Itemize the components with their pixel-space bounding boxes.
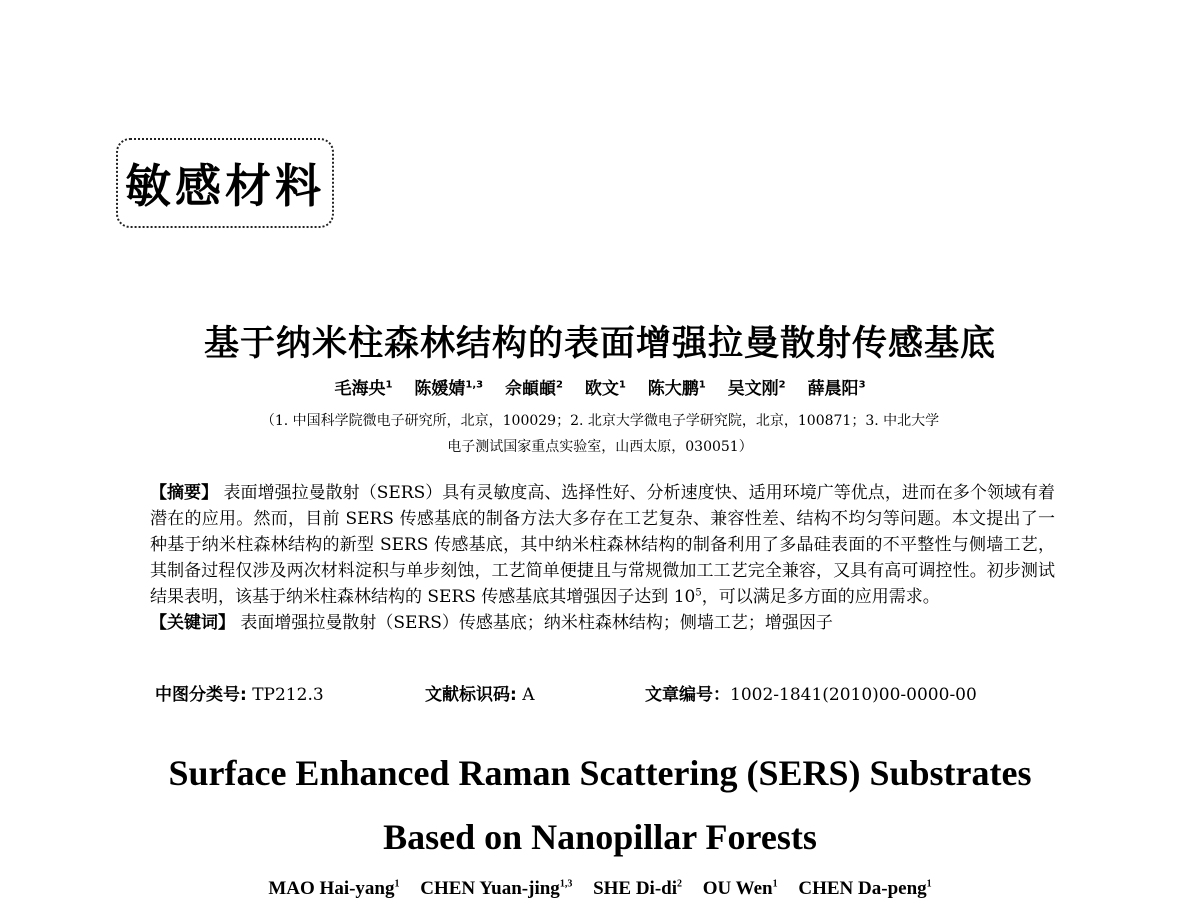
- abstract-label: 【摘要】: [150, 483, 219, 503]
- author-cn: 薛晨阳$^3$: [807, 379, 866, 399]
- keywords-text: 表面增强拉曼散射（SERS）传感基底；纳米柱森林结构；侧墙工艺；增强因子: [240, 613, 833, 633]
- authors-en: [0, 878, 1200, 900]
- paper-title-cn: 基于纳米柱森林结构的表面增强拉曼散射传感基底: [203, 324, 996, 364]
- section-label: 敏感材料: [125, 159, 325, 213]
- clc-value: TP212.3: [246, 685, 324, 705]
- author-en: SHE $Di-di^2$: [593, 878, 683, 899]
- paper-title-en-line-1: Surface Enhanced Raman Scattering (SERS) Substrates: [168, 753, 1032, 793]
- document-code-value: A: [516, 685, 535, 705]
- author-cn: 陈大鹏$^1$: [647, 379, 706, 399]
- clc-number: [155, 680, 324, 705]
- author-cn: 毛海央$^1$: [334, 379, 393, 399]
- author-en: OU Wen$^1$: [702, 878, 778, 899]
- author-cn: 佘頔頔$^2$: [505, 379, 563, 399]
- keywords-label: 【关键词】: [150, 613, 235, 633]
- abstract-block: [150, 480, 1055, 636]
- affiliation-line-1: （1. 中国科学院微电子研究所，北京，100029；2. 北京大学微电子学研究院，北京，100871；3. 中北大学: [260, 413, 940, 429]
- article-number: [645, 680, 977, 705]
- author-en: MAO Hai-yang$^1$: [268, 878, 400, 899]
- abstract-paragraph: [150, 480, 1055, 610]
- author-cn: 吴文刚$^2$: [727, 379, 786, 399]
- paper-title-en-line-2: Based on Nanopillar Forests: [383, 817, 817, 857]
- clc-label: 中图分类号:: [155, 685, 247, 705]
- abstract-exponent: 5: [695, 587, 702, 599]
- affiliation-line-2: 电子测试国家重点实验室，山西太原，030051）: [447, 439, 753, 455]
- author-en: CHEN Yuan-jing$^{1,3}$: [420, 878, 573, 899]
- author-en: CHEN Da-peng$^1$: [798, 878, 932, 899]
- article-number-value: 1002-1841(2010)00-0000-00: [730, 685, 977, 705]
- document-code-label: 文献标识码:: [425, 685, 517, 705]
- document-code: [425, 680, 535, 705]
- abstract-text: 表面增强拉曼散射（SERS）具有灵敏度高、选择性好、分析速度快、适用环境广等优点，进而在多个领域有着潜在的应用。然而，目前 SERS 传感基底的制备方法大多存在工艺复杂、兼容性差、结构不均匀等问题。本文提出了一种基于纳米柱森林结构的新型 SERS 传感基底，其中纳米柱森林结构的制备利用了多晶硅表面的不平整性与侧墙工艺，其制备过程仅涉及两次材料淀积与单步刻蚀，工艺简单便捷且与常规微加工工艺完全兼容，又具有高可调控性。初步测试结果表明，该基于纳米柱森林结构的 SERS 传感基底其增强因子达到 10: [150, 483, 1056, 607]
- author-cn: 欧文$^1$: [584, 379, 626, 399]
- abstract-text-end: ，可以满足多方面的应用需求。: [701, 587, 940, 607]
- authors-cn: [0, 374, 1200, 399]
- article-number-label: 文章编号：: [645, 685, 730, 705]
- author-cn: 陈媛婧$^{1,3}$: [414, 379, 484, 399]
- section-label-box: [116, 138, 334, 228]
- keywords-paragraph: [150, 610, 1055, 636]
